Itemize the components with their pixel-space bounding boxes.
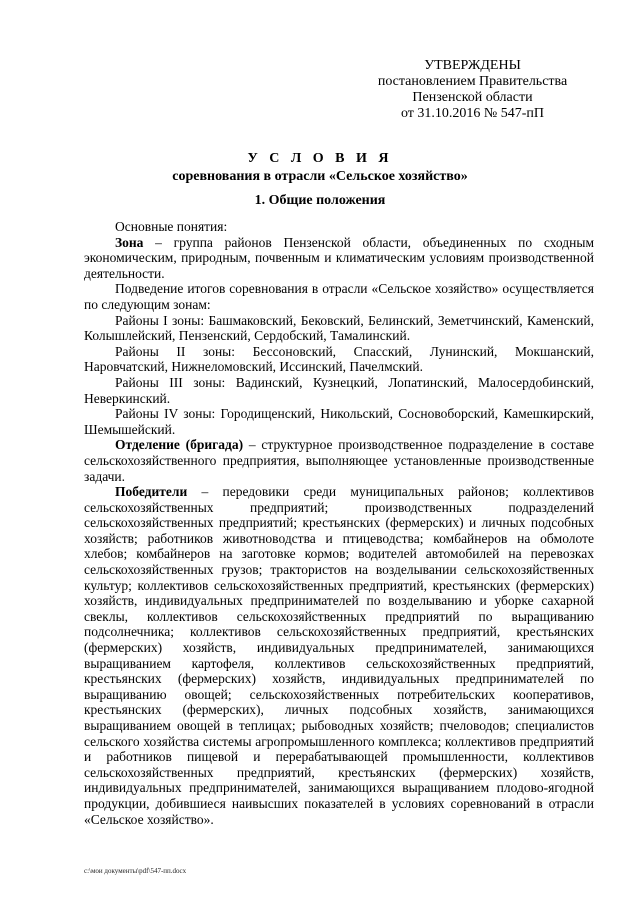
zone2-paragraph: Районы II зоны: Бессоновский, Спасский, Лунинский, Мокшанский, Наровчатский, Нижнеломовский, Иссинский, Пачелмский. <box>84 343 594 375</box>
zone3-paragraph: Районы III зоны: Вадинский, Кузнецкий, Лопатинский, Малосердобинский, Неверкинский. <box>84 374 594 406</box>
winners-definition-paragraph <box>84 484 594 827</box>
approval-block <box>370 58 575 122</box>
summary-paragraph: Подведение итогов соревнования в отрасли «Сельское хозяйство» осуществляется по следующим зонам: <box>84 281 594 312</box>
intro-paragraph: Основные понятия: <box>115 219 228 234</box>
winners-term: Победители <box>115 484 188 500</box>
department-definition-text: – структурное производственное подразделение в составе сельскохозяйственного предприятия, выполняющее установленные производственные задачи. <box>84 437 594 484</box>
zone-definition-paragraph <box>84 235 594 282</box>
department-definition-paragraph <box>84 437 594 484</box>
approval-heading: УТВЕРЖДЕНЫ <box>424 58 521 73</box>
zone-term: Зона <box>115 234 144 250</box>
document-body <box>84 219 594 827</box>
zone4-paragraph: Районы IV зоны: Городищенский, Никольский, Сосновоборский, Камешкирский, Шемышейский. <box>84 406 594 437</box>
approval-line: Пензенской области <box>412 90 533 105</box>
document-subtitle: соревнования в отрасли «Сельское хозяйство» <box>172 169 468 184</box>
zone-definition-text: – группа районов Пензенской области, объединенных по сходным экономическим, природным, почвенным и климатическим условиям производственной деятельности. <box>84 234 594 281</box>
approval-date-line: от 31.10.2016 № 547-пП <box>400 106 545 121</box>
approval-line: постановлением Правительства <box>377 74 568 89</box>
department-term: Отделение (бригада) <box>115 437 244 453</box>
section-heading: 1. Общие положения <box>254 193 386 208</box>
winners-definition-text: – передовики среди муниципальных районов; коллективов сельскохозяйственных предприятий; производственных подразделений сельскохозяйственных предприятий; крестьянских (фермерских) и личных подсобных хозяйств; работников животноводства и птицеводства; комбайнеров на обмолоте хлебов; комбайнеров на заготовке кормов; водителей автомобилей на перевозках сельскохозяйственных грузов; трактористов на возделывании сельскохозяйственных культур; коллективов сельскохозяйственных предприятий, крестьянских (фермерских) хозяйств, индивидуальных предпринимателей по возделыванию и уборке сахарной свеклы, коллективов сельскохозяйственных предприятий по выращиванию подсолнечника; коллективов сельскохозяйственных предприятий, крестьянских (фермерских) хозяйств, индивидуальных предпринимателей, занимающихся выращиванием картофеля, коллективов сельскохозяйственных предприятий, крестьянских (фермерских) хозяйств, индивидуальных предпринимателей по выращиванию овощей; сельскохозяйственных потребительских кооперативов, крестьянских (фермерских), личных подсобных хозяйств, занимающихся выращиванием овощей в теплицах; рыбоводных хозяйств; пчеловодов; специалистов сельского хозяйства системы агропромышленного комплекса; коллективов предприятий и работников пищевой и перерабатывающей промышленности, коллективов сельскохозяйственных предприятий, крестьянских (фермерских) хозяйств, индивидуальных предпринимателей, занимающихся выращиванием плодово-ягодной продукции, добившиеся наивысших показателей в условиях соревнований в отрасли «Сельское хозяйство». <box>84 484 594 827</box>
document-title: У С Л О В И Я <box>247 151 393 166</box>
zone1-paragraph: Районы I зоны: Башмаковский, Бековский, Белинский, Земетчинский, Каменский, Колышлейский, Пензенский, Сердобский, Тамалинский. <box>84 312 594 344</box>
footer-file-path: c:\мои документы\pdf\547-пп.docx <box>84 867 187 875</box>
